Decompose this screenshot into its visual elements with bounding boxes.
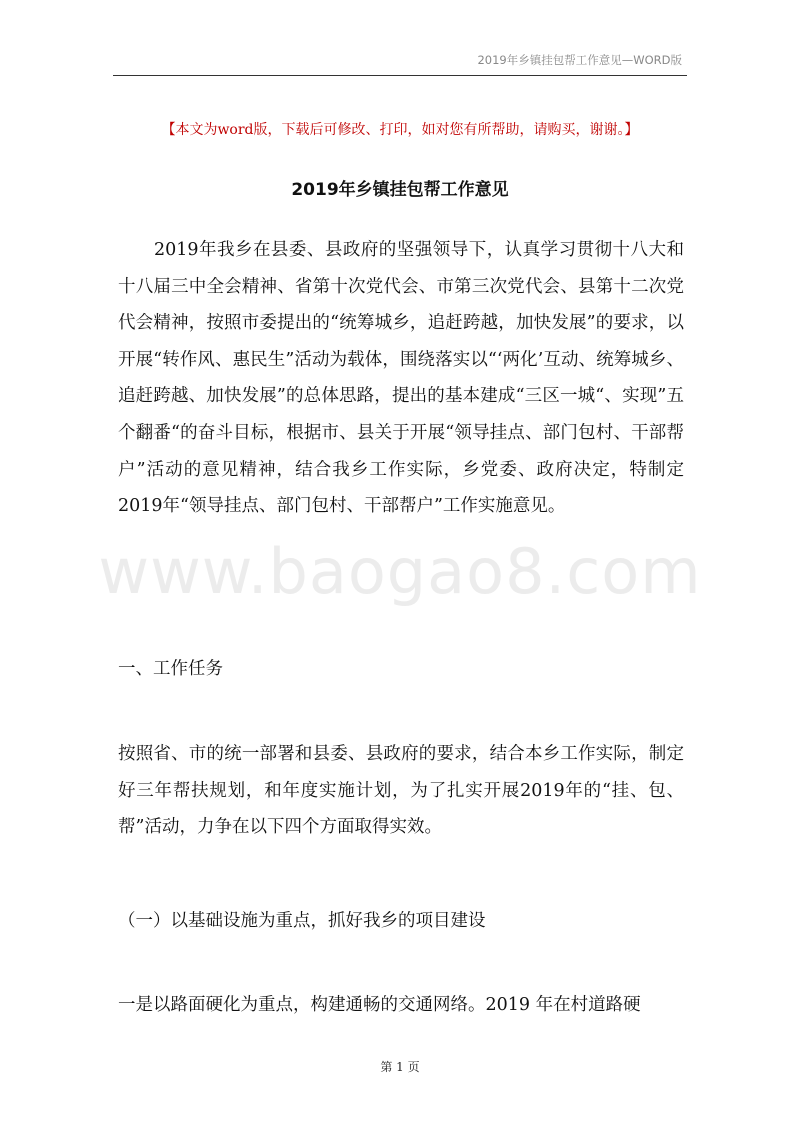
document-title: 2019年乡镇挂包帮工作意见 (291, 180, 509, 200)
page-number: 第 1 页 (380, 1060, 420, 1074)
intro-paragraph: 2019年我乡在县委、县政府的坚强领导下，认真学习贯彻十八大和十八届三中全会精神、省第十次党代会、市第三次党代会、县第十二次党代会精神，按照市委提出的“统筹城乡，追赶跨越，加快发展”的要求，以开展“转作风、惠民生”活动为载体，围绕落实以“‘两化’互动、统筹城乡、追赶跨越、加快发展”的总体思路，提出的基本建成“三区一城“、实现”五个翻番“的奋斗目标，根据市、县关于开展“领导挂点、部门包村、干部帮户”活动的意见精神，结合我乡工作实际，乡党委、政府决定，特制定2019年“领导挂点、部门包村、干部帮户”工作实施意见。 (118, 240, 684, 517)
section-body-paragraph: 按照省、市的统一部署和县委、县政府的要求，结合本乡工作实际，制定好三年帮扶规划，和年度实施计划，为了扎实开展2019年的“挂、包、帮”活动，力争在以下四个方面取得实效。 (118, 744, 684, 838)
running-header: 2019年乡镇挂包帮工作意见—WORD版 (477, 53, 682, 67)
download-notice: 【本文为word版，下载后可修改、打印，如对您有所帮助，请购买，谢谢。】 (161, 122, 639, 138)
subsection-body-paragraph: 一是以路面硬化为重点，构建通畅的交通网络。2019 年在村道路硬 (118, 995, 641, 1015)
subsection-heading-infrastructure: （一）以基础设施为重点，抓好我乡的项目建设 (118, 911, 486, 931)
header-divider (113, 75, 687, 76)
watermark: www.baogao8.com (98, 535, 702, 608)
section-heading-work-tasks: 一、工作任务 (118, 659, 223, 679)
